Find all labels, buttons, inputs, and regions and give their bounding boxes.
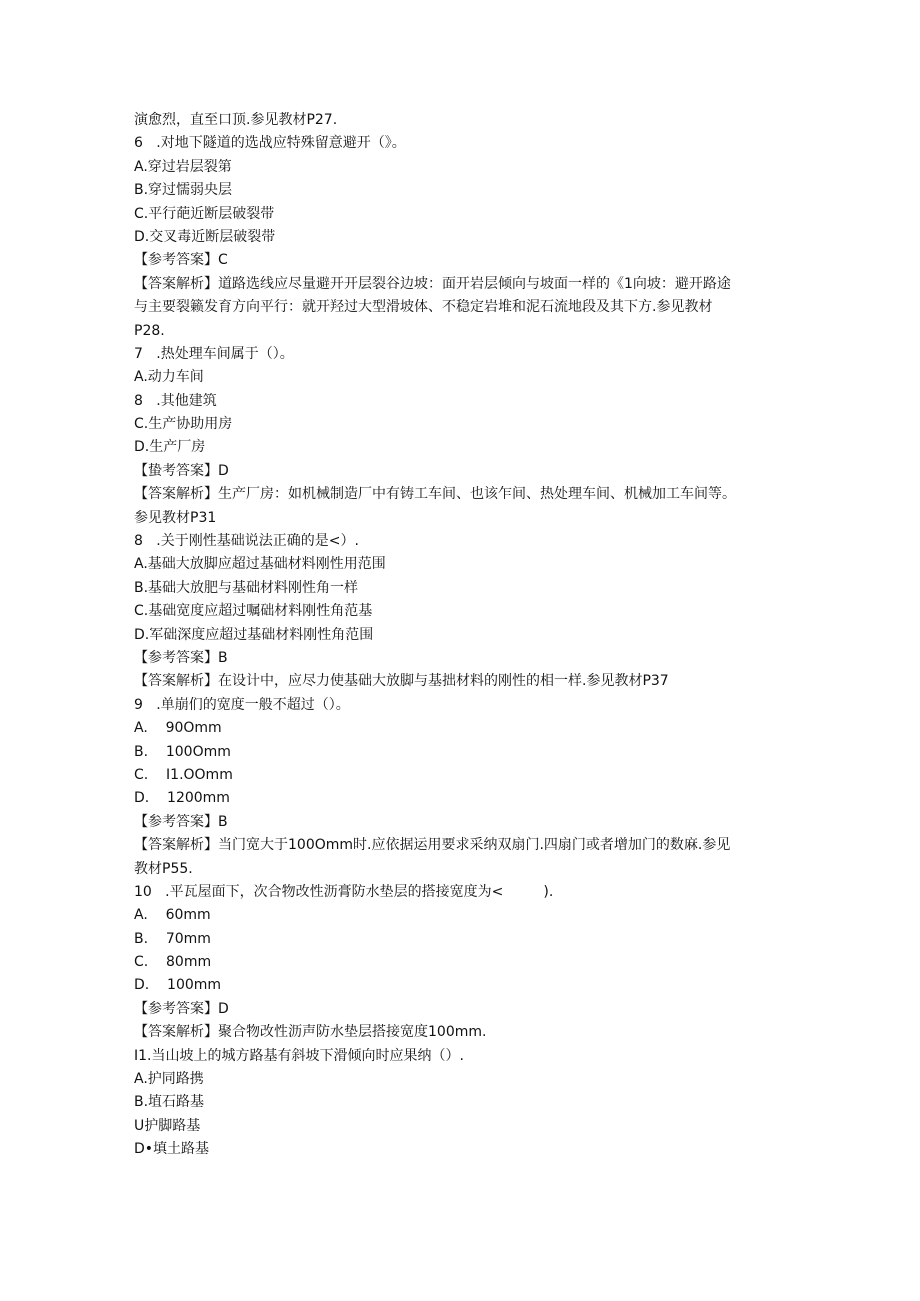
explanation-10: 【答案解析】聚合物改性沥声防水垫层搭接宽度100mm. (134, 1024, 487, 1041)
option-c: U护脚路基 (134, 1117, 201, 1134)
answer-8: 【参考答案】B (134, 649, 228, 666)
answer-9: 【参考答案】B (134, 813, 228, 830)
option-a: A.穿过岩层裂第 (134, 158, 232, 175)
option-d: D. 100mm (134, 977, 222, 994)
option-d: D.生产厂房 (134, 439, 206, 456)
document-body (134, 109, 814, 1162)
explanation-7-cont: 参见教材P31 (134, 509, 217, 526)
option-d: D. 1200mm (134, 790, 230, 807)
option-b: B. 100Omm (134, 743, 231, 760)
text-line-1: 演愈烈，直至口顶.参见教材P27. (134, 112, 338, 128)
explanation-6: 【答案解析】道路选线应尽量避开开层裂谷边坡：面开岩层倾向与坡面一样的《1向坡：避开路途 (134, 275, 731, 292)
option-b: 8 .其他建筑 (134, 392, 217, 409)
question-7: 7 .热处理车间属于（）。 (134, 345, 294, 362)
question-6: 6 .对地下隧道的选战应特殊留意避开（》。 (134, 135, 406, 152)
option-d: D.交叉毒近断层破裂带 (134, 228, 276, 245)
explanation-9: 【答案解析】当门宽大于100Omm时.应依据运用要求采纳双扇门.四扇门或者增加门的数麻.参见 (134, 837, 731, 854)
option-a: A. 90Omm (134, 720, 222, 737)
question-10: 10 .平瓦屋面下，次合物改性沥膏防水垫层的搭接宽度为< ). (134, 883, 554, 900)
answer-6: 【参考答案】C (134, 252, 228, 269)
answer-10: 【参考答案】D (134, 1000, 229, 1017)
question-8: 8 .关于刚性基础说法正确的是<）. (134, 533, 359, 550)
option-c: C. I1.OOmm (134, 766, 233, 783)
option-a: A.护同路携 (134, 1071, 204, 1088)
explanation-7: 【答案解析】生产厂房：如机械制造厂中有铸工车间、也该乍间、热处理车间、机械加工车间等。 (134, 486, 736, 503)
option-b: B.穿过懦弱央层 (134, 182, 233, 199)
question-9: 9 .单崩们的宽度一般不超过（）。 (134, 696, 350, 713)
option-a: A. 60mm (134, 907, 211, 924)
option-a: A.动力车间 (134, 369, 204, 386)
option-a: A.基础大放脚应超过基础材料刚性用范围 (134, 556, 386, 573)
option-b: B. 70mm (134, 930, 211, 947)
option-d: D•填土路基 (134, 1141, 210, 1158)
explanation-6-cont: P28. (134, 322, 165, 339)
option-b: B.基础大放肥与基础材料刚性角一样 (134, 579, 359, 596)
option-c: C.生产协助用房 (134, 416, 233, 433)
explanation-8: 【答案解析】在设计中，应尽力使基础大放脚与基拙材料的刚性的相一样.参见教材P37 (134, 673, 669, 690)
option-c: C.基础宽度应超过嘱础材料刚性角范基 (134, 603, 373, 620)
option-b: B.埴石路基 (134, 1094, 205, 1111)
question-11: I1.当山坡上的城方路基有斜坡下滑倾向时应果纳（）. (134, 1047, 464, 1064)
option-c: C. 80mm (134, 954, 212, 971)
explanation-9-cont: 教材P55. (134, 860, 193, 877)
option-d: D.军础深度应超过基础材料刚性角范围 (134, 626, 374, 643)
option-c: C.平行葩近断层破裂带 (134, 205, 275, 222)
explanation-6-cont: 与主要裂籁发育方向平行：就开羟过大型滑坡体、不稳定岩堆和泥石流地段及其下方.参见教材 (134, 299, 713, 316)
answer-7: 【蛰考答案】D (134, 462, 229, 479)
